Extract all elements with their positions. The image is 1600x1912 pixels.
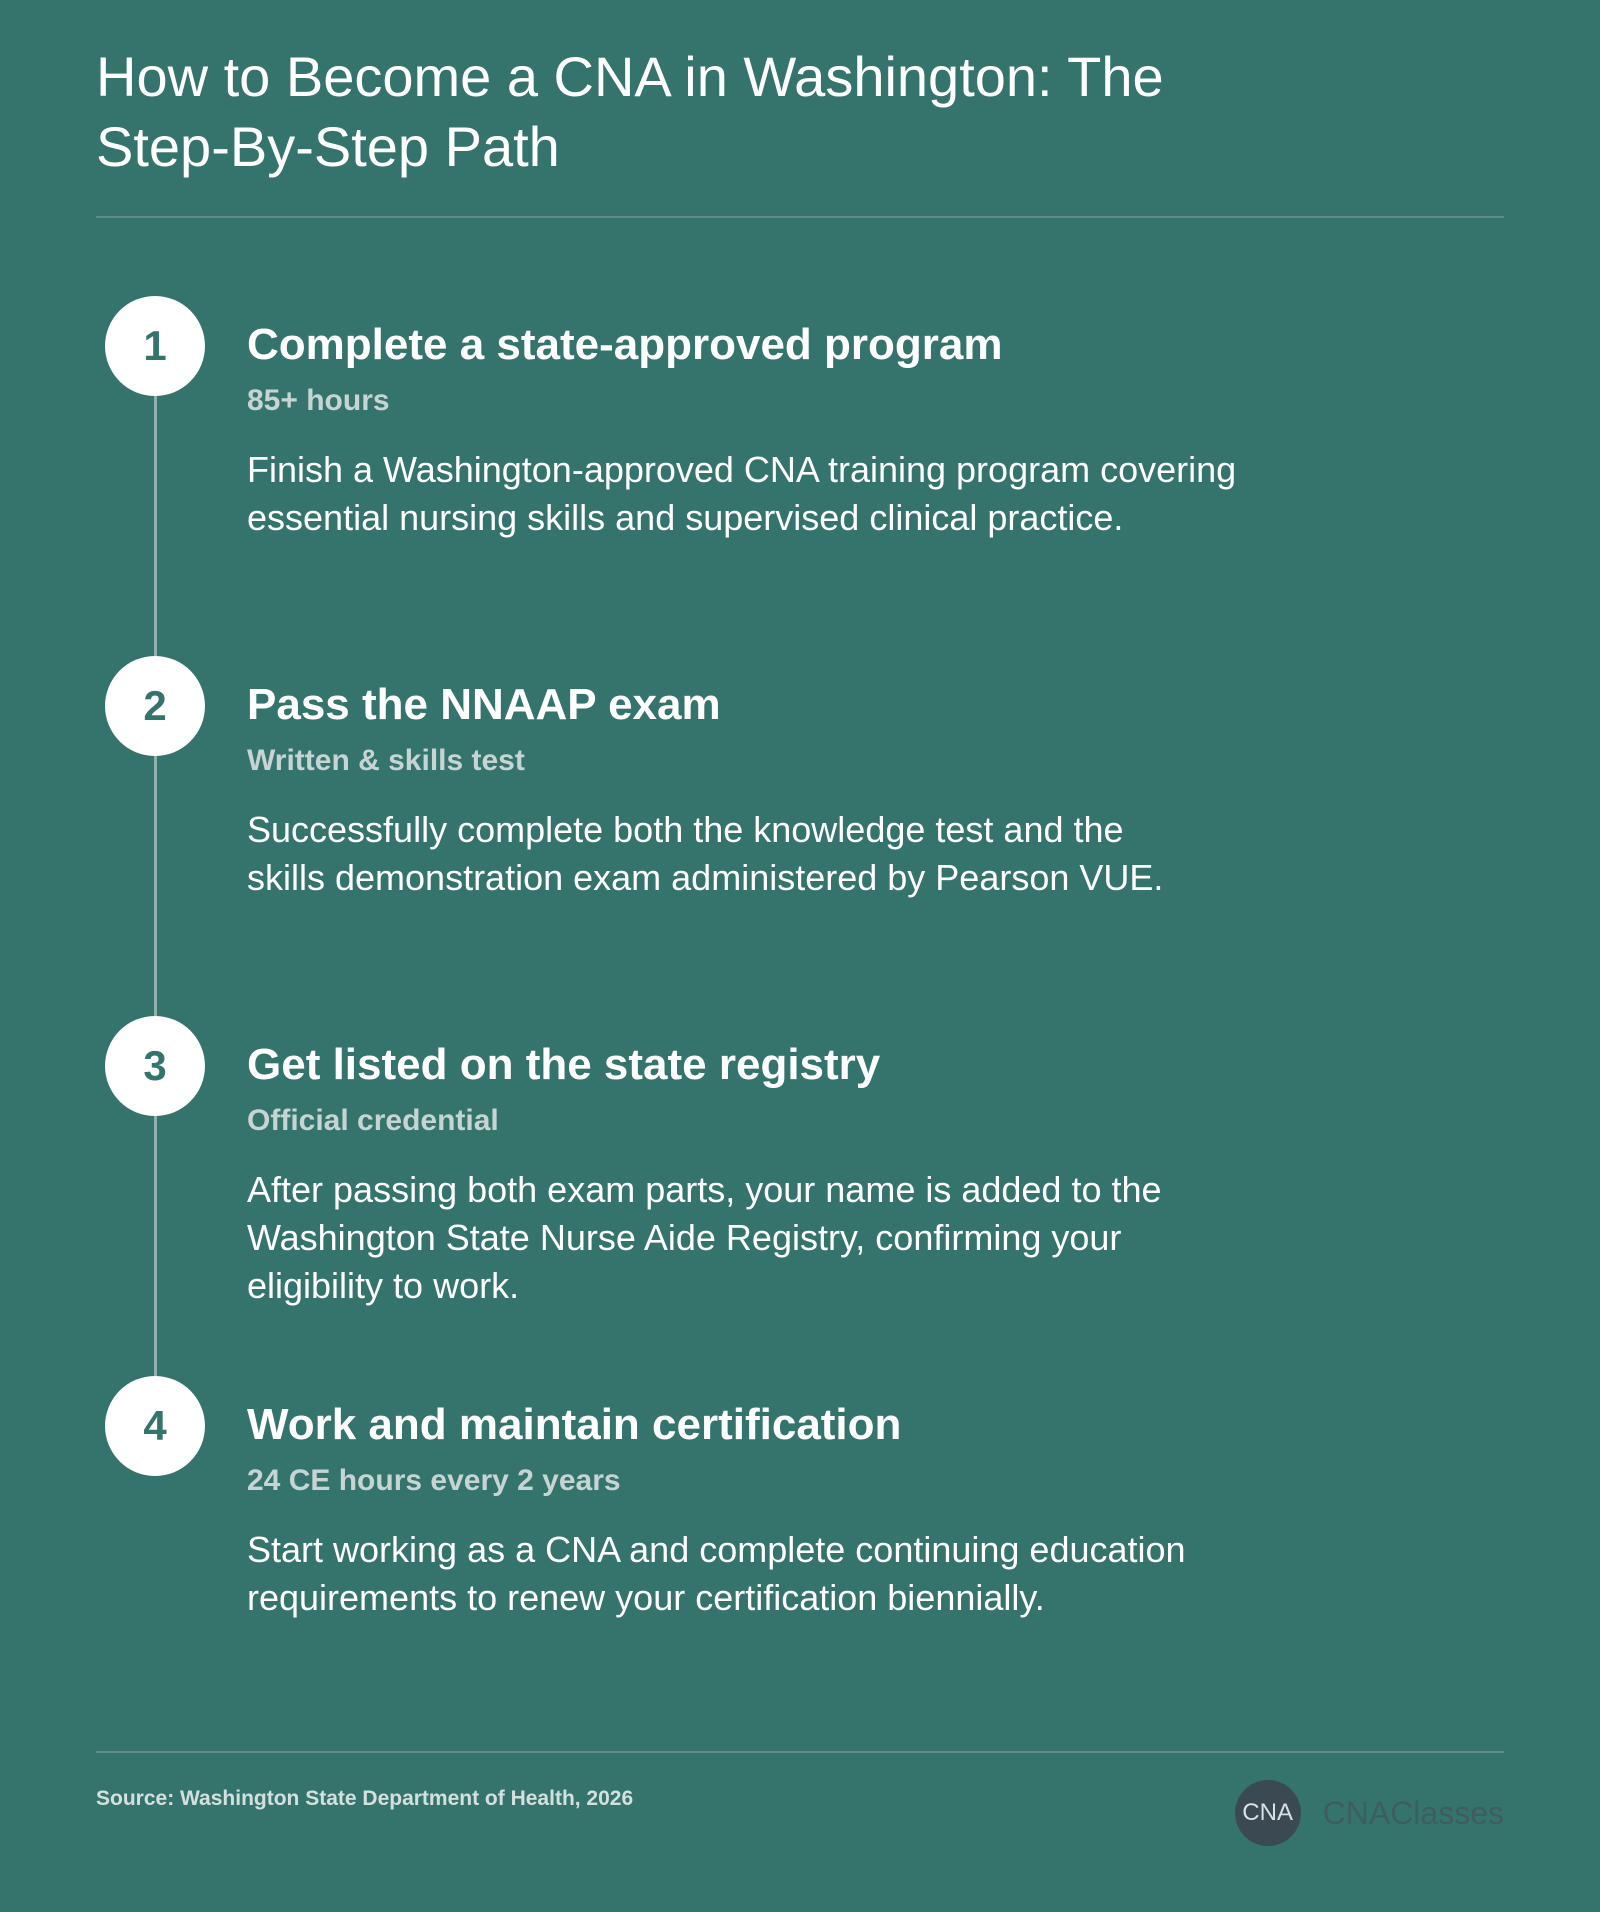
step-description-line: skills demonstration exam administered by Pearson VUE.	[247, 857, 1164, 898]
step-description-line: eligibility to work.	[247, 1265, 520, 1306]
page-title	[96, 42, 1296, 182]
step-description	[247, 1166, 1327, 1310]
step-number-circle: 4	[105, 1376, 205, 1476]
page-title-line-1: How to Become a CNA in Washington: The	[96, 45, 1164, 108]
step-description-line: essential nursing skills and supervised clinical practice.	[247, 497, 1124, 538]
brand	[1235, 1780, 1504, 1846]
step-subtitle: 85+ hours	[247, 384, 390, 417]
page-title-line-2: Step-By-Step Path	[96, 115, 560, 178]
timeline-connector	[154, 348, 157, 1428]
brand-logo-icon: CNA	[1235, 1780, 1301, 1846]
footer-divider	[96, 1751, 1504, 1753]
step-description-line: Washington State Nurse Aide Registry, confirming your	[247, 1217, 1122, 1258]
step-description	[247, 446, 1327, 542]
step-description	[247, 1526, 1327, 1622]
step-description-line: requirements to renew your certification biennially.	[247, 1577, 1045, 1618]
header-divider	[96, 216, 1504, 218]
step-title: Get listed on the state registry	[247, 1040, 881, 1089]
step-description	[247, 806, 1327, 902]
step-description-line: Successfully complete both the knowledge test and the	[247, 809, 1124, 850]
step-title: Complete a state-approved program	[247, 320, 1003, 369]
source-note: Source: Washington State Department of Health, 2026	[96, 1787, 634, 1810]
step-title: Work and maintain certification	[247, 1400, 902, 1449]
step-description-line: After passing both exam parts, your name is added to the	[247, 1169, 1162, 1210]
brand-name: CNAClasses	[1322, 1794, 1504, 1831]
step-number-circle: 2	[105, 656, 205, 756]
step-description-line: Start working as a CNA and complete continuing education	[247, 1529, 1186, 1570]
step-number-circle: 1	[105, 296, 205, 396]
step-description-line: Finish a Washington-approved CNA training program covering	[247, 449, 1237, 490]
step-subtitle: Official credential	[247, 1104, 499, 1137]
step-subtitle: 24 CE hours every 2 years	[247, 1464, 621, 1497]
step-subtitle: Written & skills test	[247, 744, 525, 777]
step-number-circle: 3	[105, 1016, 205, 1116]
step-title: Pass the NNAAP exam	[247, 680, 721, 729]
